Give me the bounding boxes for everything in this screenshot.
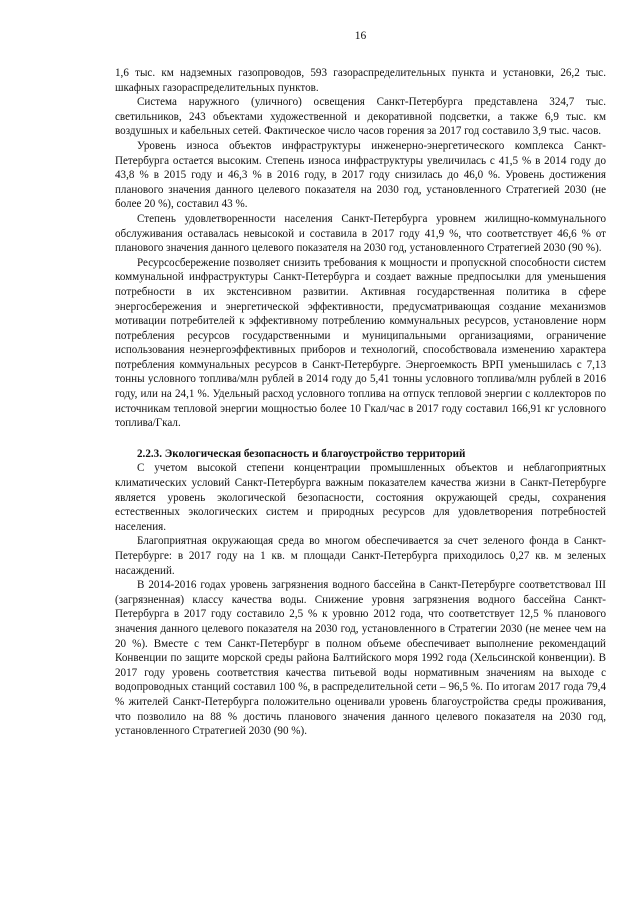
paragraph: 1,6 тыс. км надземных газопроводов, 593 газораспределительных пункта и установки, 26,2 тыс. шкафных газораспределительных пунктов. — [115, 67, 606, 94]
section-heading: 2.2.3. Экологическая безопасность и благоустройство территорий — [137, 447, 466, 460]
page-number: 16 — [354, 30, 367, 42]
paragraph: Уровень износа объектов инфраструктуры инженерно-энергетического комплекса Санкт-Петербурга остается высоким. Степень износа инфраструктуры увеличилась с 41,5 % в 2014 году до 43,8 % в 2015 году и 46,3 % в 2016 году, в 2017 году снизилась до 46,0 %. Уровень достижения планового значения данного целевого показателя на 2030 год, установленного Стратегией 2030 (не более 20 %), составил 43 %. — [115, 139, 606, 211]
paragraph: В 2014-2016 годах уровень загрязнения водного бассейна в Санкт-Петербурге соответствовал III (загрязненная) классу качества воды. Снижение уровня загрязнения водного бассейна Санкт-Петербурга в 2017 году составило 2,5 % к уровню 2012 года, что соответствует 12,5 % планового значения данного целевого показателя на 2030 год, установленного в Стратегии 2030 (не менее чем на 20 %). Вместе с тем Санкт-Петербург в полном объеме обеспечивает выполнение рекомендаций Конвенции по защите морской среды района Балтийского моря 1992 года (Хельсинской конвенции). В 2017 году уровень соответствия качества питьевой воды нормативным значениям на выходе с водопроводных станций составил 100 %, в распределительной сети – 96,5 %. По итогам 2017 года 79,4 % жителей Санкт-Петербурга положительно оценивали уровень благоустройства среды проживания, что позволило на 88 % достичь планового значения данного целевого показателя на 2030 год, установленного Стратегией 2030 (90 %). — [115, 579, 606, 738]
document-body — [115, 66, 606, 739]
paragraph: С учетом высокой степени концентрации промышленных объектов и неблагоприятных климатических условий Санкт-Петербурга важным показателем качества жизни в Санкт-Петербурге является уровень экологической безопасности, состояния окружающей среды, сохранения естественных экологических систем и природных ресурсов для удовлетворения потребностей населения. — [115, 462, 606, 533]
paragraph: Степень удовлетворенности населения Санкт-Петербурга уровнем жилищно-коммунального обслуживания оставалась невысокой и составила в 2017 году 41,9 %, что соответствует 46,6 % от планового значения данного целевого показателя на 2030 год, установленного Стратегией 2030 (90 %). — [115, 212, 606, 255]
paragraph: Благоприятная окружающая среда во многом обеспечивается за счет зеленого фонда в Санкт-Петербурге: в 2017 году на 1 кв. м площади Санкт-Петербурга приходилось 0,27 кв. м зеленых насаждений. — [115, 535, 606, 577]
paragraph: Ресурсосбережение позволяет снизить требования к мощности и пропускной способности систем коммунальной инфраструктуры Санкт-Петербурга и создает важные предпосылки для уменьшения потребности в их экстенсивном развитии. Активная государственная политика в сфере энергосбережения и энергетической эффективности, предусматривающая создание механизмов мотивации потребителей к эффективному потреблению коммунальных ресурсов, установление норм потребления ресурсов государственными и муниципальными организациями, ограничение использования неэнергоэффективных приборов и технологий, способствовала изменению характера потребления коммунальных ресурсов в Санкт-Петербурге. Энергоемкость ВРП уменьшилась с 7,13 тонны условного топлива/млн рублей в 2014 году до 5,41 тонны условного топлива/млн рублей в 2016 году, или на 24,1 %. Удельный расход условного топлива на отпуск тепловой энергии с коллекторов по источникам тепловой энергии мощностью более 10 Гкал/час в 2017 году составил 166,91 кг условного топлива/Гкал. — [115, 256, 606, 430]
paragraph: Система наружного (уличного) освещения Санкт-Петербурга представлена 324,7 тыс. светильников, 243 объектами художественной и декоративной подсветки, а также 6,9 тыс. км воздушных и кабельных сетей. Фактическое число часов горения за 2017 год составило 3,9 тыс. часов. — [115, 96, 606, 138]
